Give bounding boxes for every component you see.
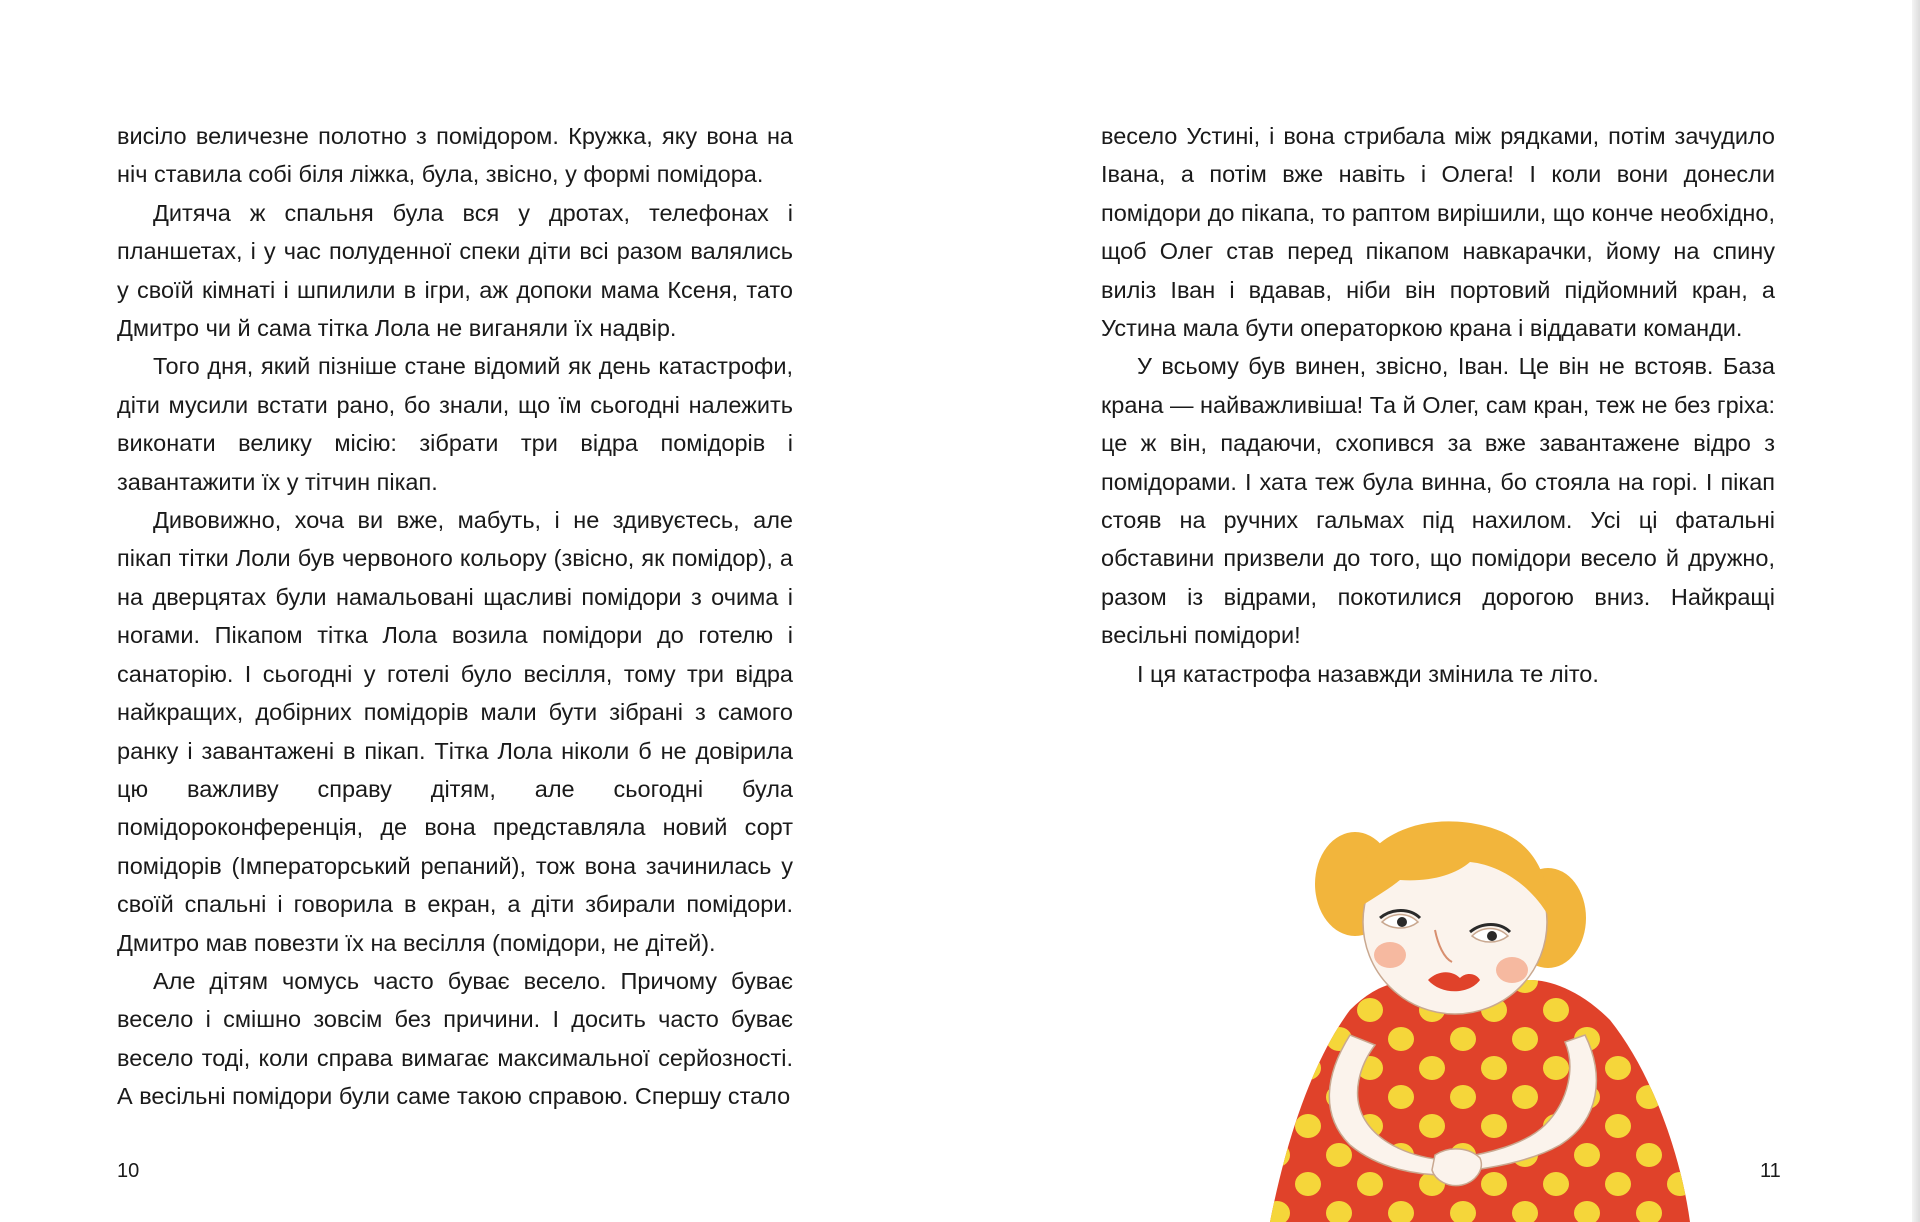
paragraph: У всьому був винен, звісно, Іван. Це він не встояв. База крана — найважливіша! Та й Олег, сам кран, теж не без гріха: це ж він, падаючи, схопився за вже завантажене відро з помідорами. І хата теж була винна, бо стояла на горі. І пікап стояв на ручних гальмах під нахилом. Усі ці фатальні обставини призвели до того, що помідори весело й дружно, разом із відрами, покотилися дорогою вниз. Найкращі весільні помідори! bbox=[1101, 353, 1775, 649]
paragraph: Але дітям чомусь часто буває весело. Причому буває весело і смішно зовсім без причини. І досить часто буває весело тоді, коли справа вимагає максимальної серйозності. А весільні помідори були саме такою справою. Спершу стало bbox=[117, 967, 793, 1110]
right-page bbox=[960, 0, 1920, 1222]
paragraph: І ця катастрофа назавжди змінила те літо. bbox=[1137, 660, 1599, 687]
right-pupil bbox=[1487, 931, 1497, 941]
page-number-right: 11 bbox=[1760, 1160, 1781, 1182]
right-cheek bbox=[1496, 957, 1528, 983]
left-cheek bbox=[1374, 942, 1406, 968]
page-edge bbox=[1912, 0, 1920, 1222]
paragraph: весело Устині, і вона стрибала між рядками, потім зачудило Івана, а потім вже навіть і Олега! І коли вони донесли помідори до пікапа, то раптом вирішили, що конче необхідно, щоб Олег став перед пікапом навкарачки, йому на спину виліз Іван і вдавав, ніби він портовий підйомний кран, а Устина мала бути операторкою крана і віддавати команди. bbox=[1101, 123, 1775, 342]
left-page-text bbox=[117, 117, 793, 1116]
paragraph: Дитяча ж спальня була вся у дротах, телефонах і планшетах, і у час полуденної спеки діти всі разом валялись у своїй кімнаті і шпилили в ігри, аж допоки мама Ксеня, тато Дмитро чи й сама тітка Лола не виганяли їх надвір. bbox=[117, 199, 793, 342]
paragraph: висіло величезне полотно з помідором. Кружка, яку вона на ніч ставила собі біля ліжка, була, звісно, у формі помідора. bbox=[117, 123, 793, 188]
left-pupil bbox=[1397, 917, 1407, 927]
aunt-lola-illustration bbox=[1230, 820, 1690, 1222]
page-number-left: 10 bbox=[117, 1160, 140, 1182]
right-page-text bbox=[1101, 117, 1775, 693]
paragraph: Того дня, який пізніше стане відомий як день катастрофи, діти мусили встати рано, бо знали, що їм сьогодні належить виконати велику місію: зібрати три відра помідорів і завантажити їх у тітчин пікап. bbox=[117, 353, 793, 495]
paragraph: Дивовижно, хоча ви вже, мабуть, і не здивуєтесь, але пікап тітки Лоли був червоного кольору (звісно, як помідор), а на дверцятах були намальовані щасливі помідори з очима і ногами. Пікапом тітка Лола возила помідори до готелю і санаторію. І сьогодні у готелі було весілля, тому три відра найкращих, добірних помідорів мали бути зібрані з самого ранку і завантажені в пікап. Тітка Лола ніколи б не довірила цю важливу справу дітям, але сьогодні була помідороконференція, де вона представляла новий сорт помідорів (Імператорський репаний), тож вона зачинилась у своїй спальні і говорила в екран, а діти збирали помідори. Дмитро мав повезти їх на весілля (помідори, не дітей). bbox=[117, 507, 793, 956]
